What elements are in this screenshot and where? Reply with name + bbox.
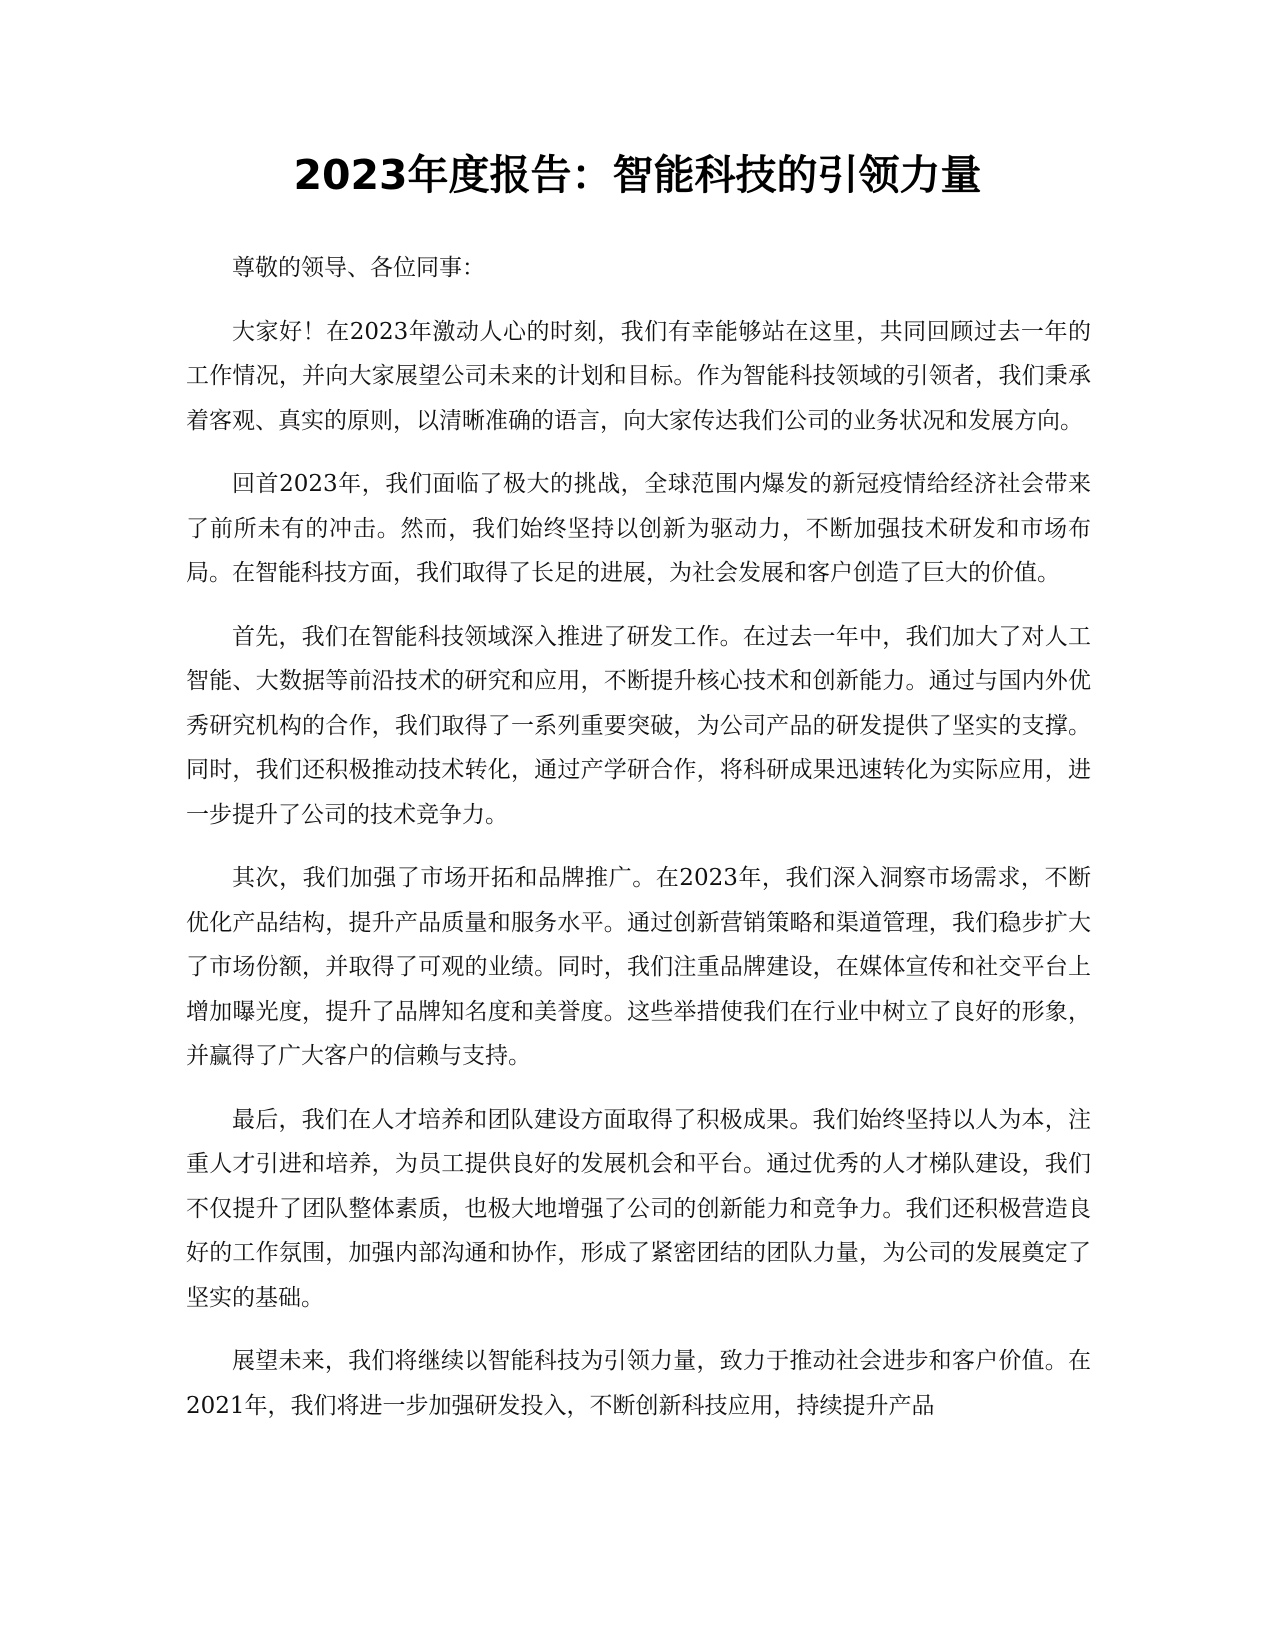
document-body <box>186 246 1091 1447</box>
document-title: 2023年度报告：智能科技的引领力量 <box>293 151 982 199</box>
salutation-paragraph: 尊敬的领导、各位同事： <box>232 255 485 281</box>
outlook-paragraph: 展望未来，我们将继续以智能科技为引领力量，致力于推动社会进步和客户价值。在2021年，我们将进一步加强研发投入，不断创新科技应用，持续提升产品 <box>186 1348 1091 1419</box>
intro-paragraph: 大家好！在2023年激动人心的时刻，我们有幸能够站在这里，共同回顾过去一年的工作情况，并向大家展望公司未来的计划和目标。作为智能科技领域的引领者，我们秉承着客观、真实的原则，以清晰准确的语言，向大家传达我们公司的业务状况和发展方向。 <box>186 318 1091 434</box>
market-paragraph: 其次，我们加强了市场开拓和品牌推广。在2023年，我们深入洞察市场需求，不断优化产品结构，提升产品质量和服务水平。通过创新营销策略和渠道管理，我们稳步扩大了市场份额，并取得了可观的业绩。同时，我们注重品牌建设，在媒体宣传和社交平台上增加曝光度，提升了品牌知名度和美誉度。这些举措使我们在行业中树立了良好的形象，并赢得了广大客户的信赖与支持。 <box>186 865 1091 1069</box>
research-paragraph: 首先，我们在智能科技领域深入推进了研发工作。在过去一年中，我们加大了对人工智能、大数据等前沿技术的研究和应用，不断提升核心技术和创新能力。通过与国内外优秀研究机构的合作，我们取得了一系列重要突破，为公司产品的研发提供了坚实的支撑。同时，我们还积极推动技术转化，通过产学研合作，将科研成果迅速转化为实际应用，进一步提升了公司的技术竞争力。 <box>186 623 1091 828</box>
talent-paragraph: 最后，我们在人才培养和团队建设方面取得了积极成果。我们始终坚持以人为本，注重人才引进和培养，为员工提供良好的发展机会和平台。通过优秀的人才梯队建设，我们不仅提升了团队整体素质，也极大地增强了公司的创新能力和竞争力。我们还积极营造良好的工作氛围，加强内部沟通和协作，形成了紧密团结的团队力量，为公司的发展奠定了坚实的基础。 <box>186 1106 1091 1311</box>
review-paragraph: 回首2023年，我们面临了极大的挑战，全球范围内爆发的新冠疫情给经济社会带来了前所未有的冲击。然而，我们始终坚持以创新为驱动力，不断加强技术研发和市场布局。在智能科技方面，我们取得了长足的进展，为社会发展和客户创造了巨大的价值。 <box>186 471 1091 586</box>
